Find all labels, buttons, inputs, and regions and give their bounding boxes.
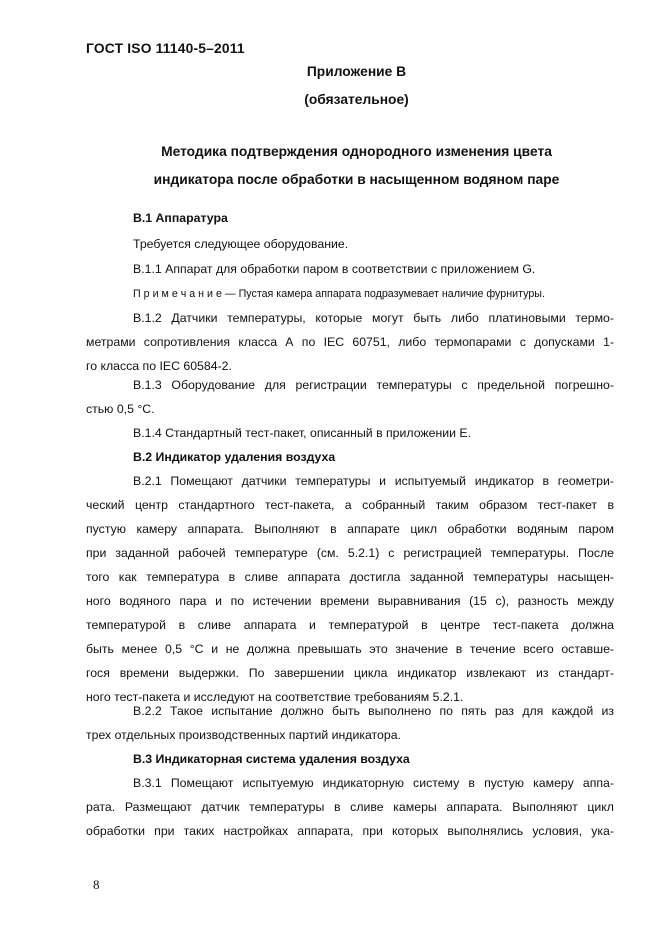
paragraph-b1-2-line: В.1.2 Датчики температуры, которые могут быть либо платиновыми термо- <box>133 311 614 325</box>
note-text: — Пустая камера аппарата подразумевает наличие фурнитуры. <box>221 288 545 300</box>
paragraph-b1-2-line: метрами сопротивления класса А по IEC 60751, либо термопарами с допусками 1- <box>86 335 614 349</box>
note <box>133 288 545 300</box>
paragraph-b1-2-line: го класса по IEC 60584-2. <box>86 359 232 373</box>
annex-title: Приложение В <box>306 64 407 79</box>
paragraph-b2-1-line: пустую камеру аппарата. Выполняют в аппарате цикл обработки водяным паром <box>86 522 614 536</box>
annex-status: (обязательное) <box>304 92 409 107</box>
paragraph-b1-3-line: В.1.3 Оборудование для регистрации температуры с предельной погрешно- <box>133 378 614 392</box>
paragraph-b1-3-line: стью 0,5 °С. <box>86 402 155 416</box>
paragraph-b3-1-line: рата. Размещают датчик температуры в сливе камеры аппарата. Выполняют цикл <box>86 800 614 814</box>
paragraph-b2-1-line: гося времени выдержки. По завершении цикла индикатор извлекают из стандарт- <box>86 666 614 680</box>
document-header: ГОСТ ISO 11140-5–2011 <box>86 41 245 56</box>
paragraph-b2-2-line: В.2.2 Такое испытание должно быть выполнено по пять раз для каждой из <box>133 704 614 718</box>
paragraph-b3-1-line: В.3.1 Помещают испытуемую индикаторную систему в пустую камеру аппа- <box>133 776 614 790</box>
paragraph-b2-1-line: ческий центр стандартного тест-пакета, а собранный таким образом тест-пакет в <box>86 498 614 512</box>
section-b1-intro: Требуется следующее оборудование. <box>133 237 349 251</box>
note-label: П р и м е ч а н и е <box>133 288 222 300</box>
paragraph-b3-1-line: обработки при таких настройках аппарата, при которых выполнялись условия, ука- <box>86 824 614 838</box>
page-number: 8 <box>93 877 100 892</box>
paragraph-b1-1: В.1.1 Аппарат для обработки паром в соответствии с приложением G. <box>133 262 536 276</box>
paragraph-b2-1-line: температурой в сливе аппарата и температурой в центре тест-пакета должна <box>86 618 614 632</box>
paragraph-b2-1-line: быть менее 0,5 °С и не должна превышать это значение в течение всего оставше- <box>86 642 614 656</box>
paragraph-b2-1-line: того как температура в сливе аппарата достигла заданной температуры насыщен- <box>86 570 614 584</box>
paragraph-b2-1-line: ного тест-пакета и исследуют на соответствие требованиям 5.2.1. <box>86 690 464 704</box>
section-b2-heading: В.2 Индикатор удаления воздуха <box>133 450 336 464</box>
paragraph-b1-4: В.1.4 Стандартный тест-пакет, описанный в приложении Е. <box>133 426 472 440</box>
paragraph-b2-1-line: ного водяного пара и по истечении времени выравнивания (15 с), разность между <box>86 594 614 608</box>
annex-heading-line-2: индикатора после обработки в насыщенном водяном паре <box>153 172 560 187</box>
paragraph-b2-1-line: В.2.1 Помещают датчики температуры и испытуемый индикатор в геометри- <box>133 474 614 488</box>
annex-heading-line-1: Методика подтверждения однородного изменения цвета <box>161 144 552 159</box>
section-b3-heading: В.3 Индикаторная система удаления воздуха <box>133 752 410 766</box>
section-b1-heading: В.1 Аппаратура <box>133 211 228 225</box>
paragraph-b2-2-line: трех отдельных производственных партий индикатора. <box>86 728 401 742</box>
paragraph-b2-1-line: при заданной рабочей температуре (см. 5.2.1) с регистрацией температуры. После <box>86 546 614 560</box>
